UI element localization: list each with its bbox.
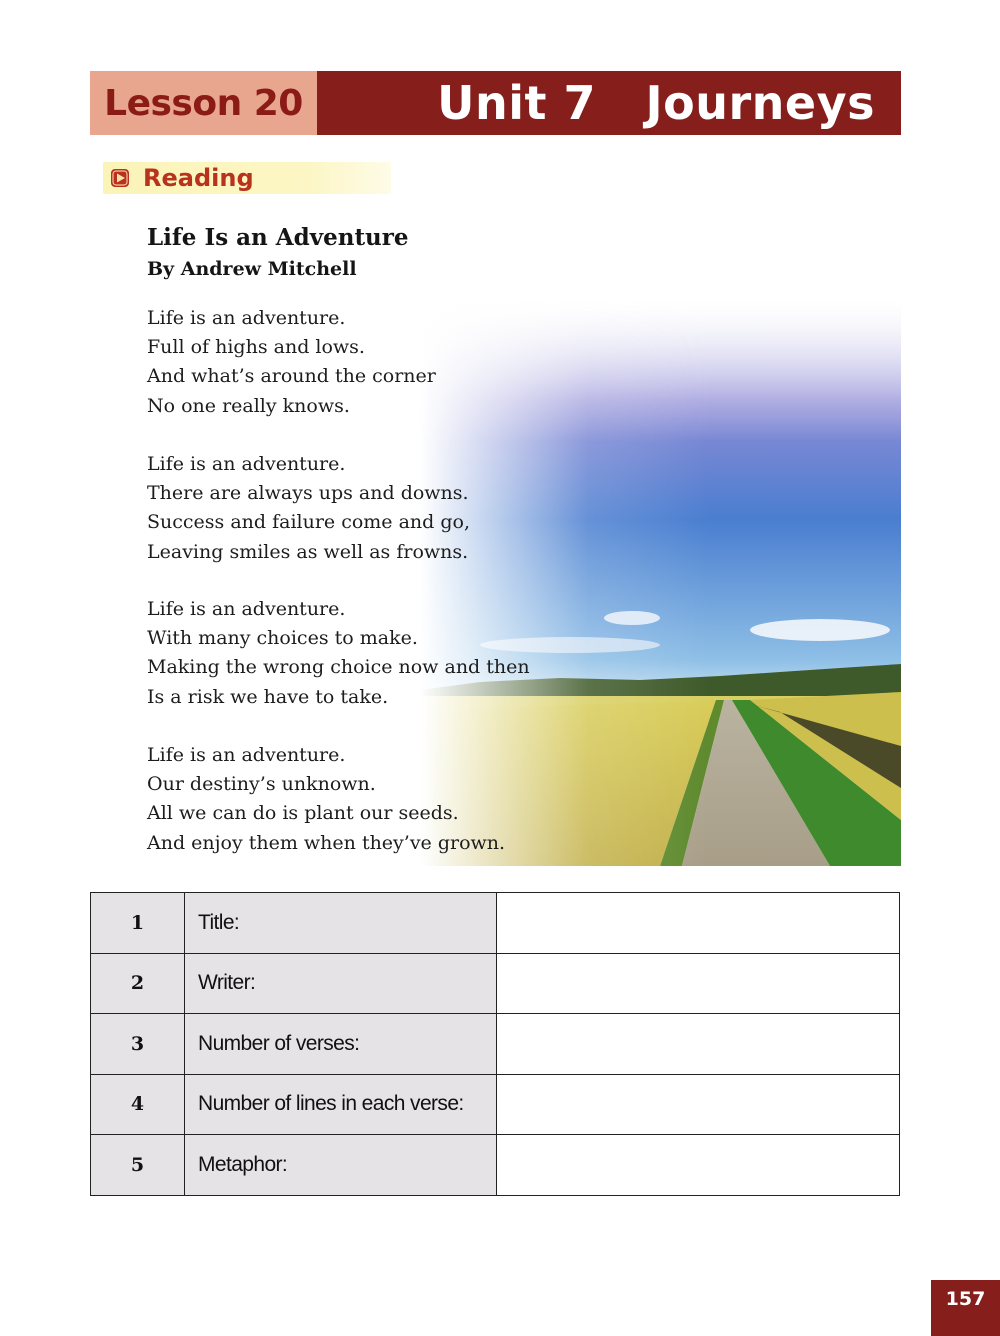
verse-4 (147, 741, 505, 858)
poem-line: Life is an adventure. (147, 453, 346, 475)
row-number: 2 (91, 953, 185, 1014)
poem-line: Making the wrong choice now and then (147, 656, 530, 679)
table-row (91, 1074, 900, 1135)
poem-line: Is a risk we have to take. (147, 685, 389, 708)
row-label: Title: (185, 893, 497, 954)
play-icon (111, 169, 129, 187)
verse-1 (147, 304, 436, 421)
poem-line: Life is an adventure. (147, 744, 346, 766)
reading-section-tag (103, 162, 391, 194)
poem-author: By Andrew Mitchell (147, 258, 357, 280)
poem-line: Full of highs and lows. (147, 336, 365, 359)
row-label: Number of verses: (185, 1014, 497, 1075)
verse-3 (147, 595, 530, 712)
poem-line: And enjoy them when they’ve grown. (147, 831, 506, 854)
poem-line: Life is an adventure. (147, 307, 346, 329)
poem-line: There are always ups and downs. (147, 482, 469, 505)
reading-label: Reading (143, 164, 254, 192)
lesson-box (90, 71, 317, 135)
unit-box (317, 71, 901, 135)
lesson-label: Lesson 20 (104, 82, 303, 124)
answer-cell-verses[interactable] (497, 1014, 900, 1075)
row-number: 4 (91, 1074, 185, 1135)
answer-cell-metaphor[interactable] (497, 1135, 900, 1196)
table-row (91, 1135, 900, 1196)
page-number: 157 (931, 1280, 1000, 1336)
row-number: 1 (91, 893, 185, 954)
answer-cell-lines[interactable] (497, 1074, 900, 1135)
poem-line: And what’s around the corner (147, 365, 436, 388)
poem-line: Life is an adventure. (147, 598, 346, 620)
poem-line: Leaving smiles as well as frowns. (147, 540, 469, 563)
poem-title: Life Is an Adventure (147, 224, 409, 251)
answer-cell-writer[interactable] (497, 953, 900, 1014)
table-row (91, 893, 900, 954)
poem-line: Our destiny’s unknown. (147, 773, 376, 796)
row-number: 3 (91, 1014, 185, 1075)
lesson-banner (90, 71, 901, 135)
row-number: 5 (91, 1135, 185, 1196)
row-label: Writer: (185, 953, 497, 1014)
row-label: Metaphor: (185, 1135, 497, 1196)
table-row (91, 953, 900, 1014)
verse-2 (147, 450, 470, 567)
poem-line: Success and failure come and go, (147, 511, 470, 534)
poem-line: With many choices to make. (147, 627, 418, 650)
poem-line: No one really knows. (147, 394, 350, 417)
answer-cell-title[interactable] (497, 893, 900, 954)
poem-line: All we can do is plant our seeds. (147, 802, 459, 825)
poem-analysis-table (90, 892, 900, 1196)
table-row (91, 1014, 900, 1075)
row-label: Number of lines in each verse: (185, 1074, 497, 1135)
unit-title: Unit 7 Journeys (437, 76, 875, 130)
